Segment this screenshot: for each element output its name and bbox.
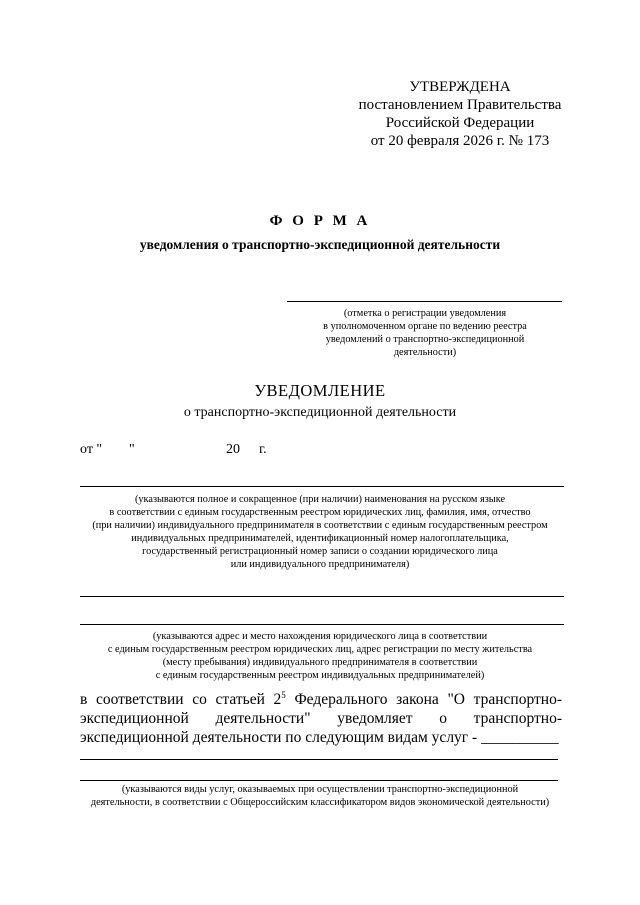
address-field-line-1[interactable] — [80, 596, 564, 597]
notice-subtitle: о транспортно-экспедиционной деятельности — [183, 405, 457, 420]
note-line: (отметка о регистрации уведомления — [343, 308, 507, 319]
registration-note — [295, 307, 555, 359]
services-hint — [50, 783, 590, 809]
hint-line: (месту пребывания) индивидуального предпринимателя в соответствии — [162, 657, 478, 668]
hint-line: с единым государственным реестром индивидуальных предпринимателей) — [155, 670, 485, 681]
address-field-line-2[interactable] — [80, 624, 564, 625]
notice-title: УВЕДОМЛЕНИЕ — [254, 381, 386, 400]
paragraph-line-1: в соответствии со статьей $2^5$ Федерального закона "О транспортно- — [80, 689, 562, 708]
note-line: в уполномоченном органе по ведению реестра — [323, 321, 527, 332]
address-hint — [70, 630, 570, 682]
note-line: уведомлений о транспортно-экспедиционной — [325, 334, 525, 345]
name-field-line[interactable] — [80, 486, 564, 487]
hint-line: с единым государственным реестром юридических лиц, адрес регистрации по месту жительства — [107, 644, 533, 655]
approval-line: УТВЕРЖДЕНА — [409, 79, 511, 95]
approval-line: Российской Федерации — [385, 115, 535, 131]
registration-mark-line[interactable] — [287, 301, 562, 302]
date-prefix: от " — [80, 442, 103, 457]
name-hint — [70, 493, 570, 571]
hint-line: или индивидуального предпринимателя) — [230, 559, 410, 570]
notice-paragraph — [80, 690, 562, 747]
services-field-line-1[interactable] — [80, 759, 558, 760]
hint-line: (при наличии) индивидуального предпринимателя в соответствии с единым государственным реестром — [92, 520, 548, 531]
article-number: $2^5$ — [273, 689, 286, 708]
date-suffix: г. — [259, 442, 267, 457]
hint-line: деятельности, в соответствии с Общероссийским классификатором видов экономической деятельности) — [90, 797, 550, 808]
form-subtitle: уведомления о транспортно-экспедиционной деятельности — [139, 237, 501, 252]
approval-line: от 20 февраля 2026 г. № 173 — [370, 133, 550, 149]
date-quote: " — [129, 442, 135, 457]
hint-line: в соответствии с единым государственным реестром юридических лиц, фамилия, имя, отчество — [109, 507, 531, 518]
notice-date[interactable] — [80, 442, 102, 458]
approval-line: постановлением Правительства — [358, 97, 562, 113]
services-field-line-2[interactable] — [80, 780, 558, 781]
date-year: 20 — [226, 442, 240, 457]
hint-line: (указываются адрес и место нахождения юридического лица в соответствии — [152, 631, 488, 642]
note-line: деятельности) — [393, 347, 457, 358]
paragraph-line-2: экспедиционной деятельности" уведомляет о транспортно- — [80, 710, 562, 727]
paragraph-line-3[interactable]: экспедиционной деятельности по следующим видам услуг - __________ — [80, 729, 559, 746]
hint-line: (указываются полное и сокращенное (при наличии) наименования на русском языке — [134, 494, 506, 505]
hint-line: государственный регистрационный номер записи о создании юридического лица — [142, 546, 498, 557]
form-title: Ф О Р М А — [269, 213, 371, 229]
approval-stamp — [340, 78, 580, 150]
hint-line: (указываются виды услуг, оказываемых при осуществлении транспортно-экспедиционной — [121, 784, 519, 795]
hint-line: индивидуальных предпринимателей, идентификационный номер налогоплательщика, — [131, 533, 509, 544]
